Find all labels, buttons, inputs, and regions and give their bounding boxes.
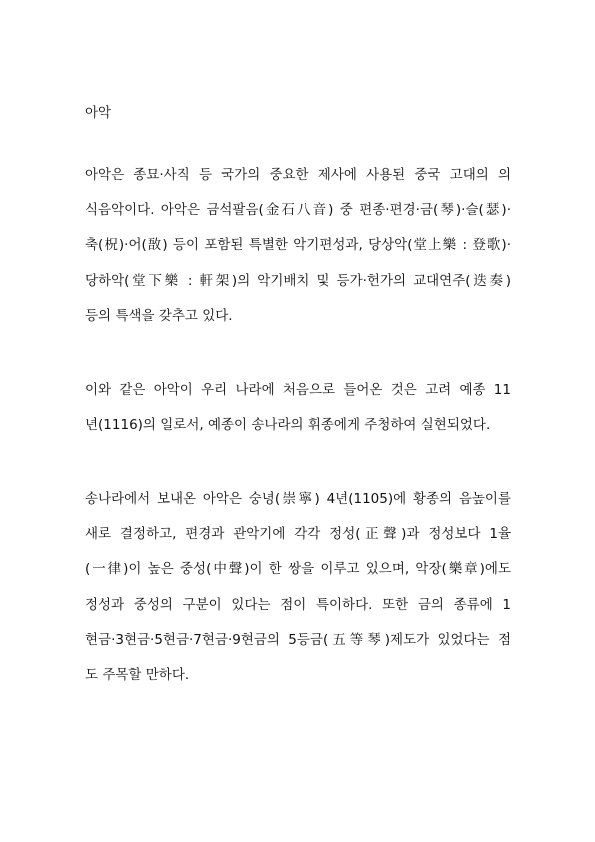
paragraph-line: 아악은 종묘·사직 등 국가의 중요한 제사에 사용된 중국 고대의 의 [85,167,511,183]
paragraph-3 [85,490,511,701]
paragraph-2 [85,381,511,451]
paragraph-line: 새로 결정하고, 편경과 관악기에 각각 정성(正聲)과 정성보다 1율 [85,526,511,543]
paragraph-line: 송나라에서 보내온 아악은 숭녕(崇寧) 4년(1105)에 황종의 음높이를 [85,491,511,507]
paragraph-line: 축(柷)·어(敔) 등이 포함된 특별한 악기편성과, 당상악(堂上樂 : 登歌)· [85,237,511,254]
paragraph-line: (一律)이 높은 중성(中聲)이 한 쌍을 이루고 있으며, 악장(樂章)에도 [85,561,511,578]
paragraph-line: 이와 같은 아악이 우리 나라에 처음으로 들어온 것은 고려 예종 11 [85,382,511,398]
paragraph-1 [85,166,511,342]
paragraph-line: 식음악이다. 아악은 금석팔음(金石八音) 중 편종·편경·금(琴)·슬(瑟)· [85,202,511,219]
paragraph-line: 현금·3현금·5현금·7현금·9현금의 5등금(五等琴)제도가 있었다는 점 [85,631,511,648]
document-title: 아악 [85,105,112,121]
paragraph-line: 도 주목할 만하다. [85,666,190,683]
paragraph-line: 년(1116)의 일로서, 예종이 송나라의 휘종에게 주청하여 실현되었다. [85,417,491,434]
paragraph-line: 당하악(堂下樂 : 軒架)의 악기배치 및 등가·헌가의 교대연주(迭奏) [85,272,511,289]
paragraph-line: 정성과 중성의 구분이 있다는 점이 특이하다. 또한 금의 종류에 1 [85,596,511,613]
paragraph-line: 등의 특색을 갖추고 있다. [85,307,233,324]
